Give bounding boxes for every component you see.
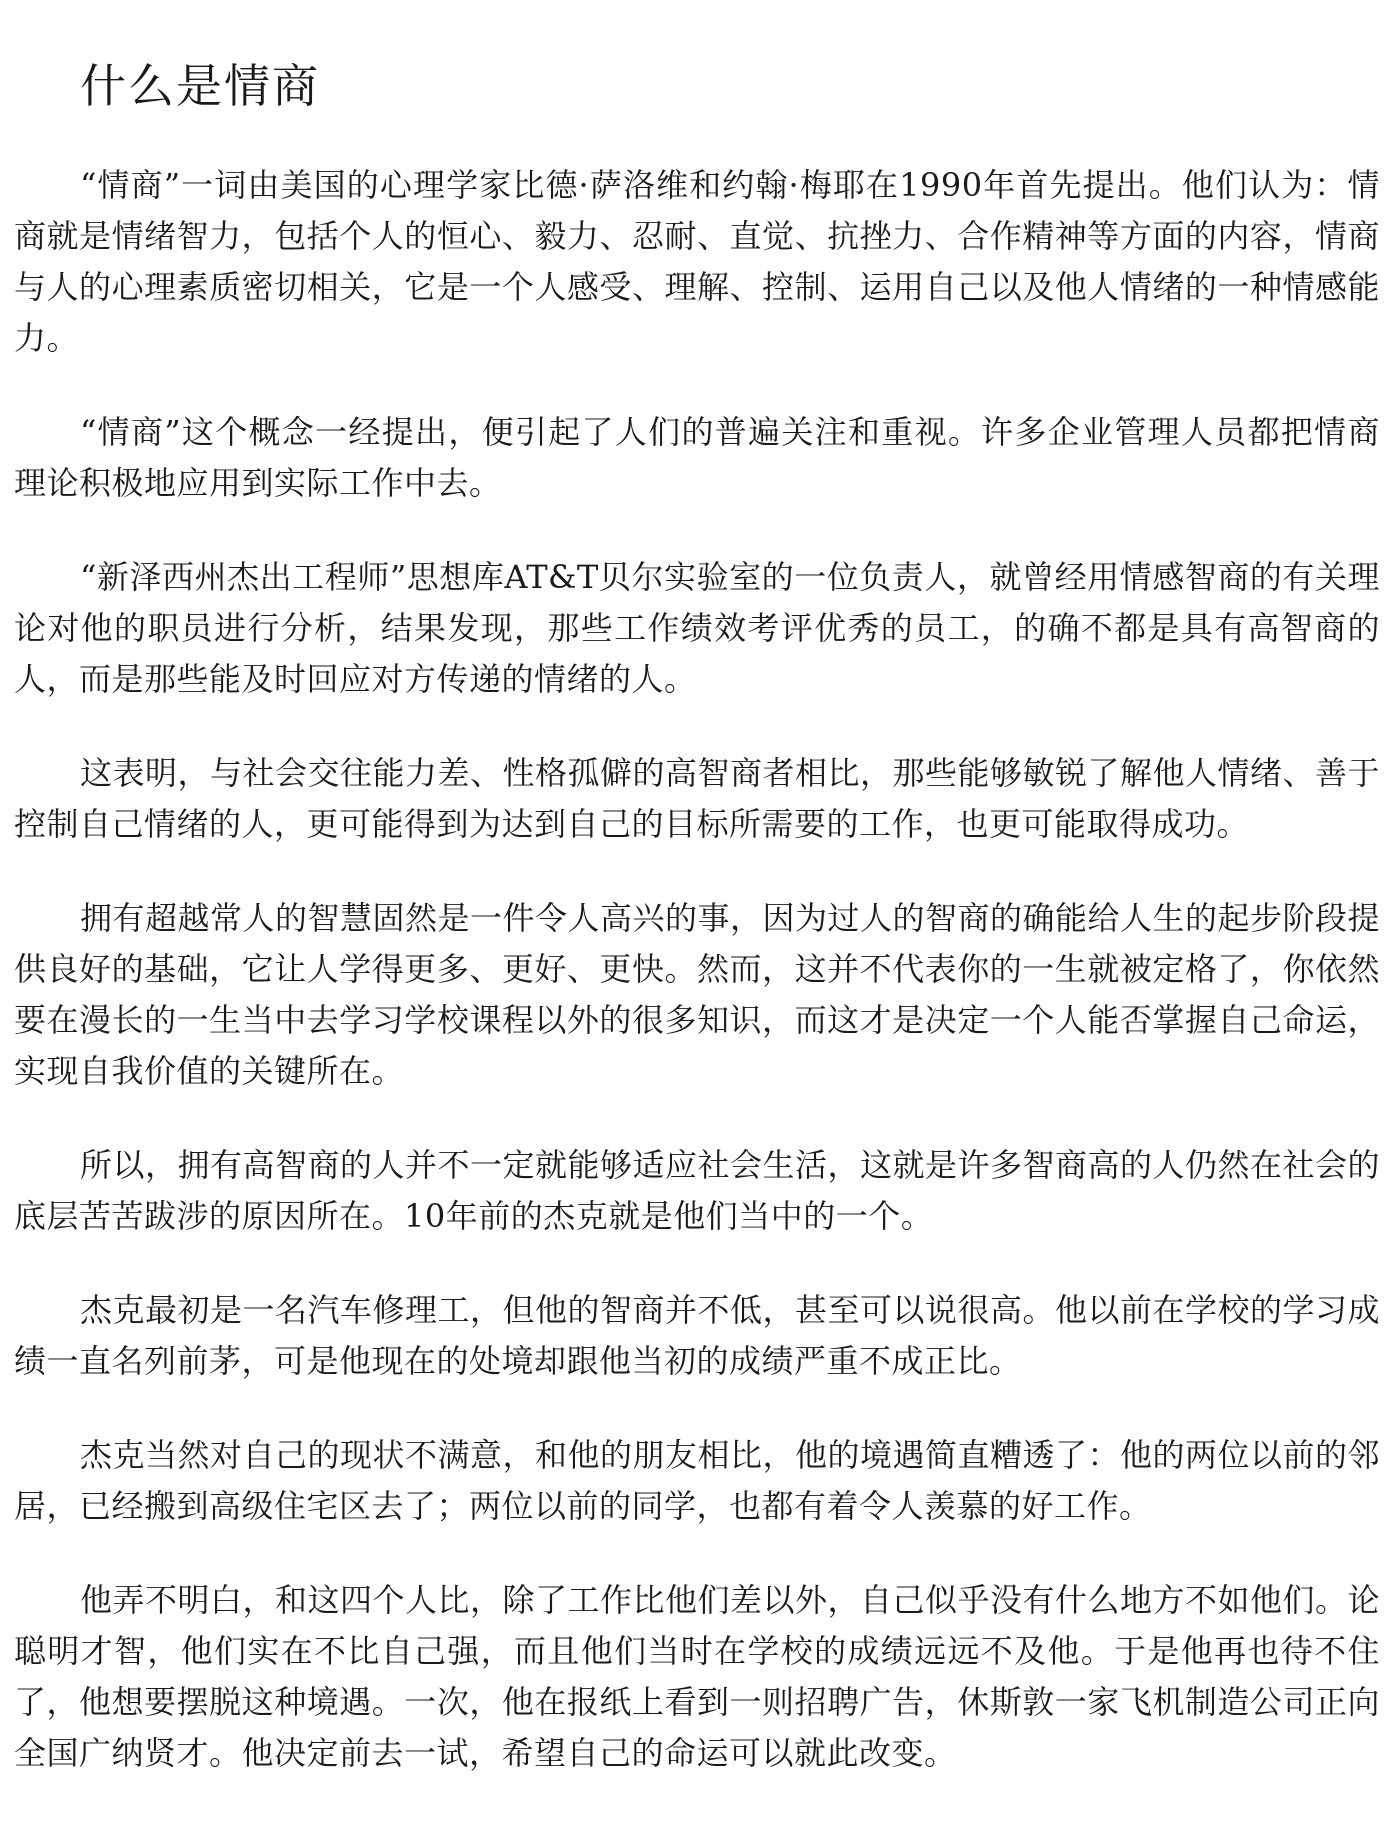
paragraph: 他弄不明白，和这四个人比，除了工作比他们差以外，自己似乎没有什么地方不如他们。论聪明才智，他们实在不比自己强，而且他们当时在学校的成绩远远不及他。于是他再也待不住了，他想要摆脱这种境遇。一次，他在报纸上看到一则招聘广告，休斯敦一家飞机制造公司正向全国广纳贤才。他决定前去一试，希望自己的命运可以就此改变。 [14,1581,1381,1772]
paragraph: 这表明，与社会交往能力差、性格孤僻的高智商者相比，那些能够敏锐了解他人情绪、善于控制自己情绪的人，更可能得到为达到自己的目标所需要的工作，也更可能取得成功。 [14,754,1381,843]
paragraph: “情商”这个概念一经提出，便引起了人们的普遍关注和重视。许多企业管理人员都把情商理论积极地应用到实际工作中去。 [14,413,1380,502]
paragraph: 杰克当然对自己的现状不满意，和他的朋友相比，他的境遇简直糟透了：他的两位以前的邻居，已经搬到高级住宅区去了；两位以前的同学，也都有着令人羡慕的好工作。 [14,1436,1381,1525]
paragraph: “新泽西州杰出工程师”思想库AT&T贝尔实验室的一位负责人，就曾经用情感智商的有关理论对他的职员进行分析，结果发现，那些工作绩效考评优秀的员工，的确不都是具有高智商的人，而是那些能及时回应对方传递的情绪的人。 [14,558,1380,698]
article-title: 什么是情商 [80,59,320,113]
paragraph: “情商”一词由美国的心理学家比德·萨洛维和约翰·梅耶在1990年首先提出。他们认为：情商就是情绪智力，包括个人的恒心、毅力、忍耐、直觉、抗挫力、合作精神等方面的内容，情商与人的心理素质密切相关，它是一个人感受、理解、控制、运用自己以及他人情绪的一种情感能力。 [14,166,1380,357]
paragraph: 拥有超越常人的智慧固然是一件令人高兴的事，因为过人的智商的确能给人生的起步阶段提供良好的基础，它让人学得更多、更好、更快。然而，这并不代表你的一生就被定格了，你依然要在漫长的一生当中去学习学校课程以外的很多知识，而这才是决定一个人能否掌握自己命运，实现自我价值的关键所在。 [14,899,1381,1090]
paragraph: 所以，拥有高智商的人并不一定就能够适应社会生活，这就是许多智商高的人仍然在社会的底层苦苦跋涉的原因所在。10年前的杰克就是他们当中的一个。 [14,1146,1381,1235]
article-body [14,160,1380,1822]
paragraph: 杰克最初是一名汽车修理工，但他的智商并不低，甚至可以说很高。他以前在学校的学习成绩一直名列前茅，可是他现在的处境却跟他当初的成绩严重不成正比。 [14,1291,1381,1380]
